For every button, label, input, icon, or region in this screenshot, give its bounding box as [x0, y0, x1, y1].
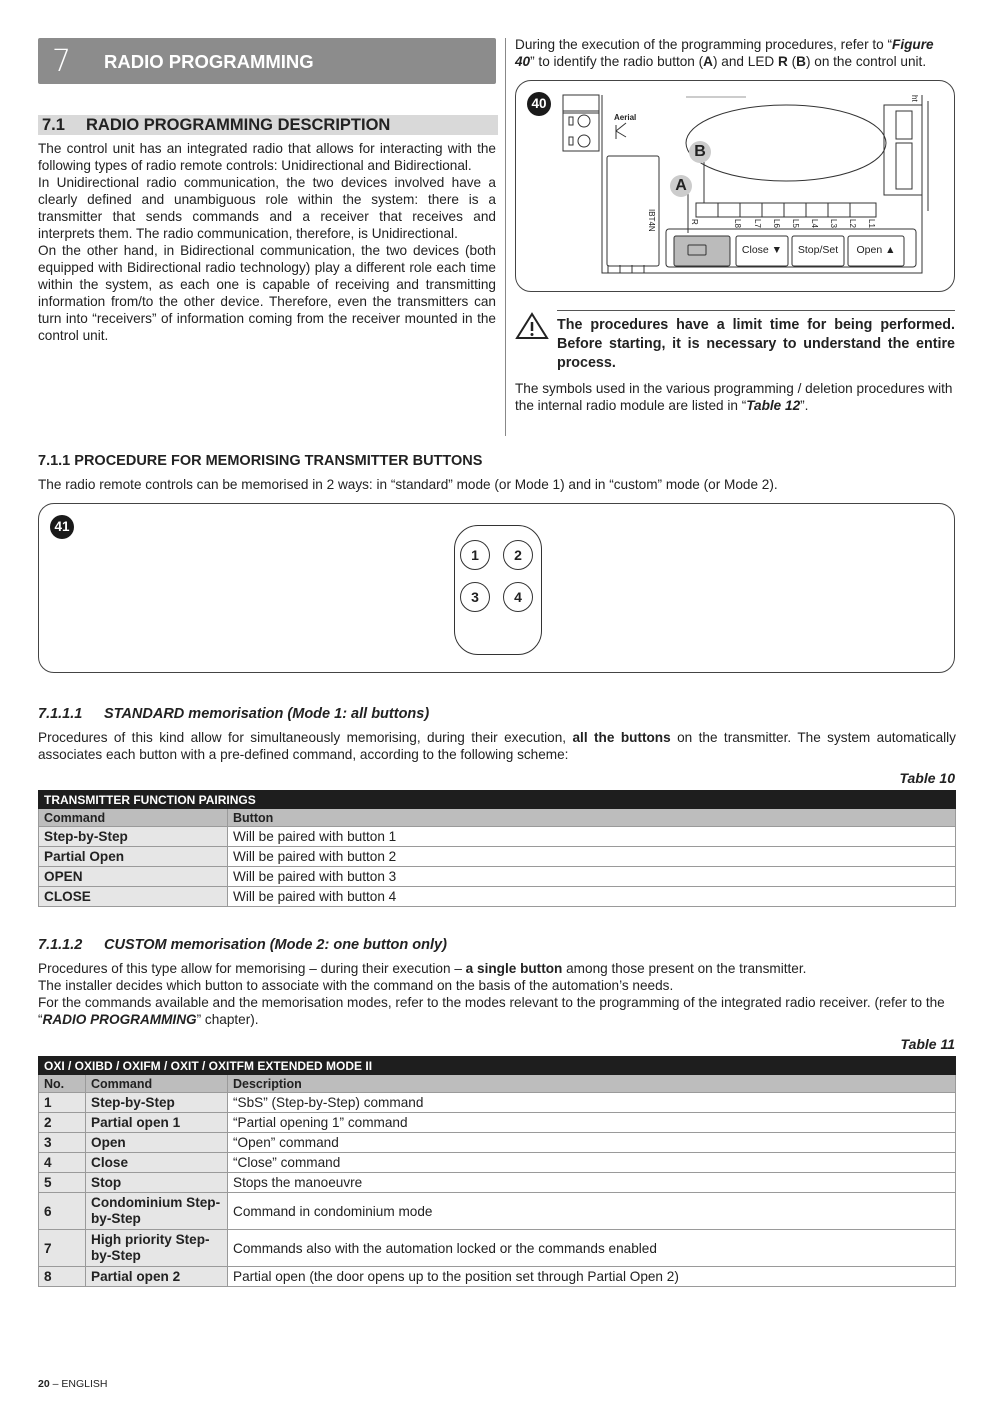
close-button-label: Close ▼ [741, 244, 783, 256]
remote-button-2: 2 [503, 540, 533, 570]
section-header [38, 115, 498, 135]
section-title: RADIO PROGRAMMING DESCRIPTION [86, 116, 391, 134]
figure-41 [38, 503, 955, 673]
led-label: L1 [867, 219, 876, 228]
led-label: L5 [791, 219, 800, 228]
led-label: L3 [829, 219, 838, 228]
aerial-label: Aerial [614, 113, 637, 122]
corner-label: ht [910, 95, 919, 102]
table-row: 5 Stop Stops the manoeuvre [39, 1173, 956, 1193]
board-label: IBT4N [647, 209, 656, 232]
table11-header: No. [39, 1075, 86, 1093]
chapter-number: 7 [52, 44, 72, 79]
led-label: L6 [772, 219, 781, 228]
page-footer [38, 1378, 107, 1390]
procedure-title: 7.1.1 PROCEDURE FOR MEMORISING TRANSMITTER BUTTONS [38, 453, 483, 469]
label-a: A [670, 175, 692, 197]
table-row: 7 High priority Step-by-Step Commands also with the automation locked or the commands enabled [39, 1230, 956, 1267]
table-row: 4 Close “Close” command [39, 1153, 956, 1173]
table-row: CLOSE Will be paired with button 4 [39, 887, 956, 907]
chapter-header [38, 38, 496, 84]
procedure-text: The radio remote controls can be memorised in 2 ways: in “standard” mode (or Mode 1) and in “custom” mode (or Mode 2). [38, 477, 778, 492]
warning-icon [515, 312, 549, 340]
table-row: 6 Condominium Step-by-Step Command in condominium mode [39, 1193, 956, 1230]
table-row: 1 Step-by-Step “SbS” (Step-by-Step) command [39, 1093, 956, 1113]
warning-text: The procedures have a limit time for being performed. Before starting, it is necessary to understand the entire process. [557, 317, 955, 371]
chapter-title: RADIO PROGRAMMING [104, 51, 314, 72]
stop-set-button-label: Stop/Set [797, 244, 839, 256]
table10-label: Table 10 [899, 770, 955, 786]
figure-ref: Figure 40 [515, 37, 934, 69]
column-divider [505, 38, 506, 436]
led-label: L2 [848, 219, 857, 228]
remote-button-4: 4 [503, 582, 533, 612]
led-r-label: R [690, 219, 699, 225]
right-intro: During the execution of the programming procedures, refer to “Figure 40” to identify the radio button (A) and LED R (B) on the control unit. [515, 37, 934, 69]
table-row: 2 Partial open 1 “Partial opening 1” command [39, 1113, 956, 1133]
figure-40 [515, 80, 955, 292]
standard-heading: 7.1.1.1 STANDARD memorisation (Mode 1: all buttons) [38, 706, 430, 722]
table-row: Partial Open Will be paired with button 2 [39, 847, 956, 867]
open-button-label: Open ▲ [856, 244, 896, 256]
table11-label: Table 11 [900, 1036, 955, 1052]
table-ref: Table 12 [746, 398, 801, 413]
control-unit-diagram [516, 81, 956, 293]
remote-button-1: 1 [460, 540, 490, 570]
standard-text: Procedures of this kind allow for simultaneously memorising, during their execution, all the buttons on the transmitter. The system automatically associates each button with a pre-defined command, according to the following scheme: [38, 730, 956, 762]
figure-40-number: 40 [527, 92, 551, 116]
custom-heading: 7.1.1.2 CUSTOM memorisation (Mode 2: one button only) [38, 937, 447, 953]
led-label: L7 [753, 219, 762, 228]
intro-paragraph-2: In Unidirectional radio communication, the two devices involved have a clearly defined and unambiguous role within the system: there is a transmitter that sends commands and a receiver that receives and interprets them. The radio communication, therefore, is Unidirectional. [38, 175, 496, 241]
label-b: B [689, 141, 711, 163]
figure-41-number: 41 [50, 515, 74, 539]
remote-control [454, 525, 542, 655]
symbols-note: The symbols used in the various programming / deletion procedures with the internal radio module are listed in “Table 12”. [515, 381, 953, 413]
table11-title: OXI / OXIBD / OXIFM / OXIT / OXITFM EXTENDED MODE II [39, 1057, 956, 1075]
table10-header: Command [39, 809, 228, 827]
intro-paragraph-1: The control unit has an integrated radio that allows for interacting with the following types of radio remote controls: Unidirectional and Bidirectional. [38, 141, 496, 173]
table11-header: Command [86, 1075, 228, 1093]
section-number: 7.1 [42, 116, 65, 134]
intro-paragraph-3: On the other hand, in Bidirectional communication, the two devices (both equipped with Bidirectional radio technology) play a different role each time within the system, as each one is capable of receiving and transmitting information from/to the other device. Therefore, even the transmitters can turn into “receivers” of information coming from the receiver mounted in the control unit. [38, 243, 496, 343]
remote-button-3: 3 [460, 582, 490, 612]
table-row: Step-by-Step Will be paired with button 1 [39, 827, 956, 847]
intro-text [38, 140, 496, 344]
page-number: 20 [38, 1378, 50, 1390]
table10-title: TRANSMITTER FUNCTION PAIRINGS [39, 791, 956, 809]
table-row: 8 Partial open 2 Partial open (the door opens up to the position set through Partial Open 2) [39, 1267, 956, 1287]
warning-rule [557, 310, 955, 311]
custom-text: Procedures of this type allow for memorising – during their execution – a single button among those present on the transmitter. The installer decides which button to associate with the command on the basis of the automation’s needs. For the commands available and the memorisation modes, refer to the modes relevant to the programming of the integrated radio receiver. (refer to the “RADIO PROGRAMMING” chapter). [38, 961, 945, 1027]
table10 [38, 790, 956, 907]
table-row: OPEN Will be paired with button 3 [39, 867, 956, 887]
table11-header: Description [228, 1075, 956, 1093]
table-row: 3 Open “Open” command [39, 1133, 956, 1153]
led-label: L4 [810, 219, 819, 228]
footer-language: – ENGLISH [49, 1378, 108, 1390]
led-label: L8 [733, 219, 742, 228]
table11 [38, 1056, 956, 1287]
table10-header: Button [228, 809, 956, 827]
